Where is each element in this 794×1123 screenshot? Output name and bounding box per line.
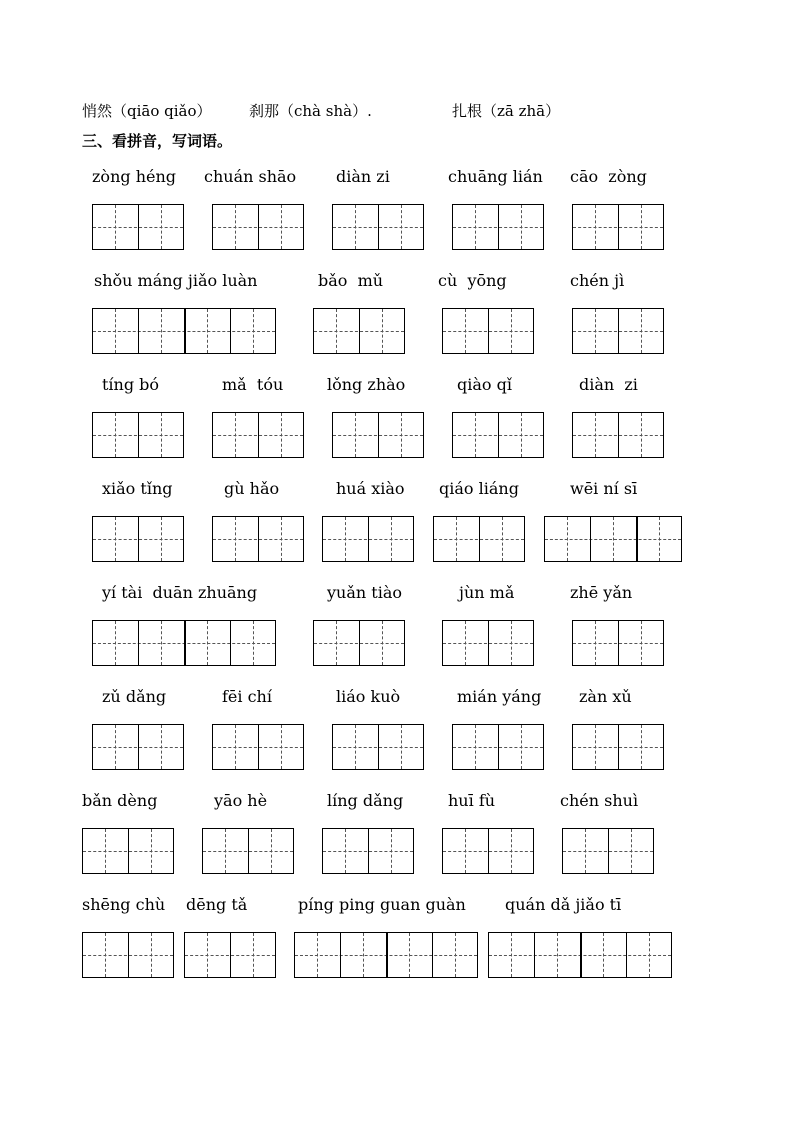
pinyin-label: chén jì — [570, 271, 625, 290]
writing-grid[interactable] — [442, 620, 534, 666]
pinyin-label: zàn xǔ — [579, 687, 632, 706]
writing-grid[interactable] — [332, 724, 424, 770]
pinyin-label: qiáo liáng — [439, 479, 519, 498]
writing-grid[interactable] — [572, 620, 664, 666]
pinyin-label: mián yáng — [457, 687, 542, 706]
writing-grid[interactable] — [92, 724, 184, 770]
writing-grid[interactable] — [322, 828, 414, 874]
writing-grid[interactable] — [294, 932, 478, 978]
top-word-1: 悄然（qiāo qiǎo） — [82, 102, 212, 120]
writing-grid[interactable] — [82, 932, 174, 978]
writing-grid[interactable] — [202, 828, 294, 874]
pinyin-label: yí tài duān zhuāng — [102, 583, 258, 602]
pinyin-label: lǒng zhào — [327, 375, 406, 394]
writing-grid[interactable] — [92, 308, 276, 354]
pinyin-label: chuán shāo — [204, 167, 297, 186]
writing-grid[interactable] — [332, 412, 424, 458]
pinyin-label: líng dǎng — [327, 791, 404, 810]
writing-grid[interactable] — [212, 516, 304, 562]
pinyin-label: diàn zi — [336, 167, 390, 186]
pinyin-label: yuǎn tiào — [327, 583, 402, 602]
writing-grid[interactable] — [322, 516, 414, 562]
writing-grid[interactable] — [452, 204, 544, 250]
pinyin-label: yāo hè — [214, 791, 268, 810]
writing-grid[interactable] — [452, 724, 544, 770]
pinyin-label: dēng tǎ — [186, 895, 248, 914]
writing-grid[interactable] — [442, 308, 534, 354]
pinyin-label: chén shuì — [560, 791, 639, 810]
pinyin-label: bǎo mǔ — [318, 271, 384, 290]
pinyin-label: quán dǎ jiǎo tī — [505, 895, 622, 914]
pinyin-label: liáo kuò — [336, 687, 401, 706]
writing-grid[interactable] — [92, 204, 184, 250]
pinyin-label: diàn zi — [579, 375, 638, 394]
pinyin-label: jùn mǎ — [459, 583, 515, 602]
pinyin-label: qiào qǐ — [457, 375, 512, 394]
writing-grid[interactable] — [572, 724, 664, 770]
writing-grid[interactable] — [212, 204, 304, 250]
writing-grid[interactable] — [92, 412, 184, 458]
writing-grid[interactable] — [572, 204, 664, 250]
pinyin-label: shēng chù — [82, 895, 166, 914]
writing-grid[interactable] — [544, 516, 682, 562]
pinyin-label: huá xiào — [336, 479, 405, 498]
pinyin-label: gù hǎo — [224, 479, 280, 498]
writing-grid[interactable] — [313, 620, 405, 666]
pinyin-label: zhē yǎn — [570, 583, 633, 602]
pinyin-label: fēi chí — [222, 687, 272, 706]
writing-grid[interactable] — [313, 308, 405, 354]
writing-grid[interactable] — [184, 932, 276, 978]
pinyin-label: wēi ní sī — [570, 479, 638, 498]
pinyin-label: zòng héng — [92, 167, 177, 186]
pinyin-label: huī fù — [448, 791, 496, 810]
writing-grid[interactable] — [442, 828, 534, 874]
pinyin-label: shǒu máng jiǎo luàn — [94, 271, 258, 290]
writing-grid[interactable] — [212, 412, 304, 458]
top-word-2: 刹那（chà shà）. — [249, 102, 372, 120]
pinyin-label: bǎn dèng — [82, 791, 158, 810]
writing-grid[interactable] — [572, 412, 664, 458]
writing-grid[interactable] — [212, 724, 304, 770]
writing-grid[interactable] — [92, 516, 184, 562]
pinyin-label: píng ping guan guàn — [298, 895, 466, 914]
writing-grid[interactable] — [433, 516, 525, 562]
section-title: 三、看拼音，写词语。 — [82, 132, 233, 150]
writing-grid[interactable] — [332, 204, 424, 250]
writing-grid[interactable] — [452, 412, 544, 458]
pinyin-label: chuāng lián — [448, 167, 543, 186]
writing-grid[interactable] — [572, 308, 664, 354]
pinyin-label: zǔ dǎng — [102, 687, 167, 706]
writing-grid[interactable] — [92, 620, 276, 666]
top-word-3: 扎根（zā zhā） — [452, 102, 561, 120]
pinyin-label: cāo zòng — [570, 167, 647, 186]
writing-grid[interactable] — [82, 828, 174, 874]
pinyin-label: tíng bó — [102, 375, 160, 394]
writing-grid[interactable] — [562, 828, 654, 874]
pinyin-label: mǎ tóu — [222, 375, 284, 394]
pinyin-label: xiǎo tǐng — [102, 479, 173, 498]
writing-grid[interactable] — [488, 932, 672, 978]
pinyin-label: cù yōng — [438, 271, 507, 290]
